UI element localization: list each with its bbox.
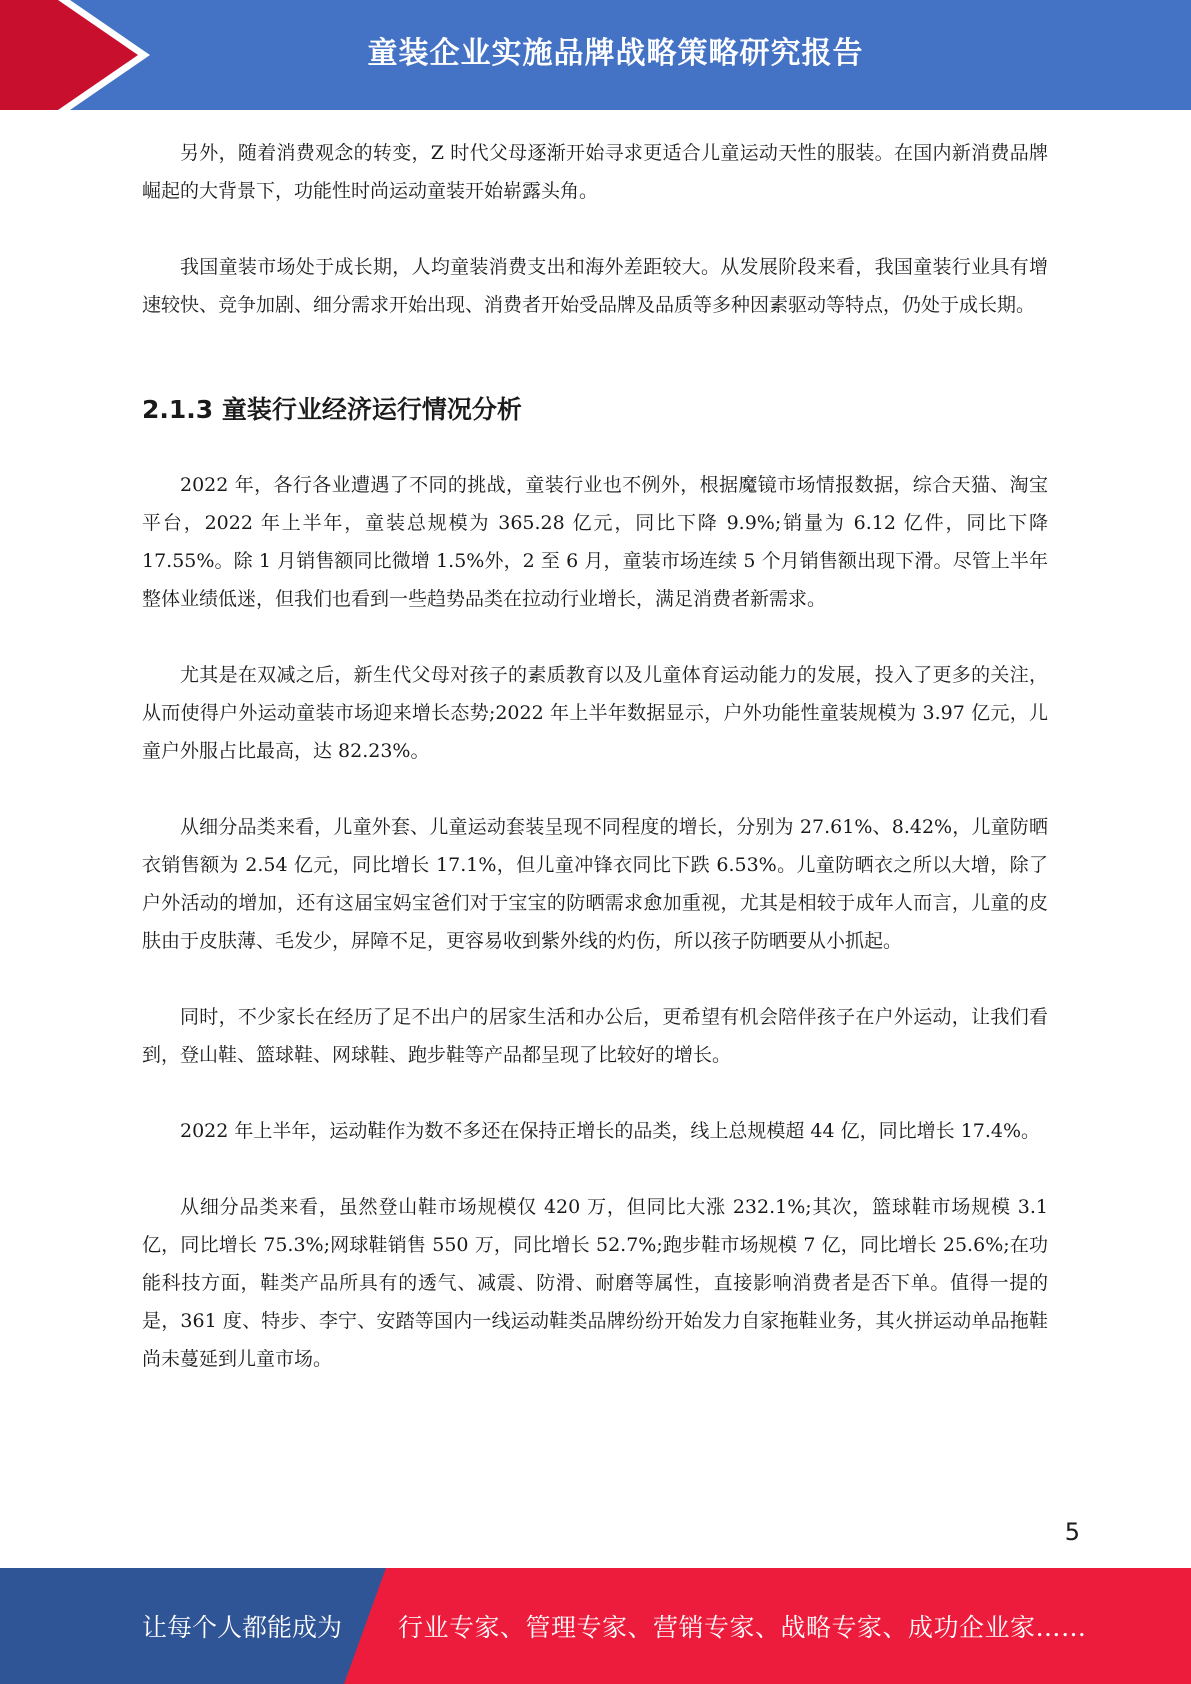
page-content xyxy=(142,134,1048,1416)
paragraph: 从细分品类来看，虽然登山鞋市场规模仅 420 万，但同比大涨 232.1%;其次，篮球鞋市场规模 3.1 亿，同比增长 75.3%;网球鞋销售 550 万，同比增长 52.7%;跑步鞋市场规模 7 亿，同比增长 25.6%;在功能科技方面，鞋类产品所具有的透气、减震、防滑、耐磨等属性，直接影响消费者是否下单。值得一提的是，361 度、特步、李宁、安踏等国内一线运动鞋类品牌纷纷开始发力自家拖鞋业务，其火拼运动单品拖鞋尚未蔓延到儿童市场。 xyxy=(142,1196,1048,1370)
footer-slogan-left: 让每个人都能成为 xyxy=(142,1613,343,1642)
document-title: 童装企业实施品牌战略策略研究报告 xyxy=(367,36,864,71)
footer-slogan-right: 行业专家、管理专家、营销专家、战略专家、成功企业家…… xyxy=(398,1613,1087,1642)
page-number: 5 xyxy=(1064,1518,1080,1546)
page-footer xyxy=(0,1568,1191,1684)
red-chevron-decoration xyxy=(0,0,160,110)
paragraph: 我国童装市场处于成长期，人均童装消费支出和海外差距较大。从发展阶段来看，我国童装行业具有增速较快、竞争加剧、细分需求开始出现、消费者开始受品牌及品质等多种因素驱动等特点，仍处于成长期。 xyxy=(142,256,1048,316)
paragraph: 2022 年上半年，运动鞋作为数不多还在保持正增长的品类，线上总规模超 44 亿，同比增长 17.4%。 xyxy=(180,1120,1041,1142)
paragraph: 从细分品类来看，儿童外套、儿童运动套装呈现不同程度的增长，分别为 27.61%、8.42%，儿童防晒衣销售额为 2.54 亿元，同比增长 17.1%，但儿童冲锋衣同比下跌 6.53%。儿童防晒衣之所以大增，除了户外活动的增加，还有这届宝妈宝爸们对于宝宝的防晒需求愈加重视，尤其是相较于成年人而言，儿童的皮肤由于皮肤薄、毛发少，屏障不足，更容易收到紫外线的灼伤，所以孩子防晒要从小抓起。 xyxy=(142,816,1048,952)
paragraph: 2022 年，各行各业遭遇了不同的挑战，童装行业也不例外，根据魔镜市场情报数据，综合天猫、淘宝平台，2022 年上半年，童装总规模为 365.28 亿元，同比下降 9.9%;销量为 6.12 亿件，同比下降 17.55%。除 1 月销售额同比微增 1.5%外，2 至 6 月，童装市场连续 5 个月销售额出现下滑。尽管上半年整体业绩低迷，但我们也看到一些趋势品类在拉动行业增长，满足消费者新需求。 xyxy=(142,474,1048,610)
section-heading: 2.1.3 童装行业经济运行情况分析 xyxy=(142,395,522,424)
paragraph: 同时，不少家长在经历了足不出户的居家生活和办公后，更希望有机会陪伴孩子在户外运动，让我们看到，登山鞋、篮球鞋、网球鞋、跑步鞋等产品都呈现了比较好的增长。 xyxy=(142,1006,1048,1066)
page-header xyxy=(0,0,1191,110)
paragraph: 另外，随着消费观念的转变，Z 时代父母逐渐开始寻求更适合儿童运动天性的服装。在国内新消费品牌崛起的大背景下，功能性时尚运动童装开始崭露头角。 xyxy=(142,142,1048,202)
paragraph: 尤其是在双减之后，新生代父母对孩子的素质教育以及儿童体育运动能力的发展，投入了更多的关注，从而使得户外运动童装市场迎来增长态势;2022 年上半年数据显示，户外功能性童装规模为 3.97 亿元，儿童户外服占比最高，达 82.23%。 xyxy=(142,664,1048,762)
